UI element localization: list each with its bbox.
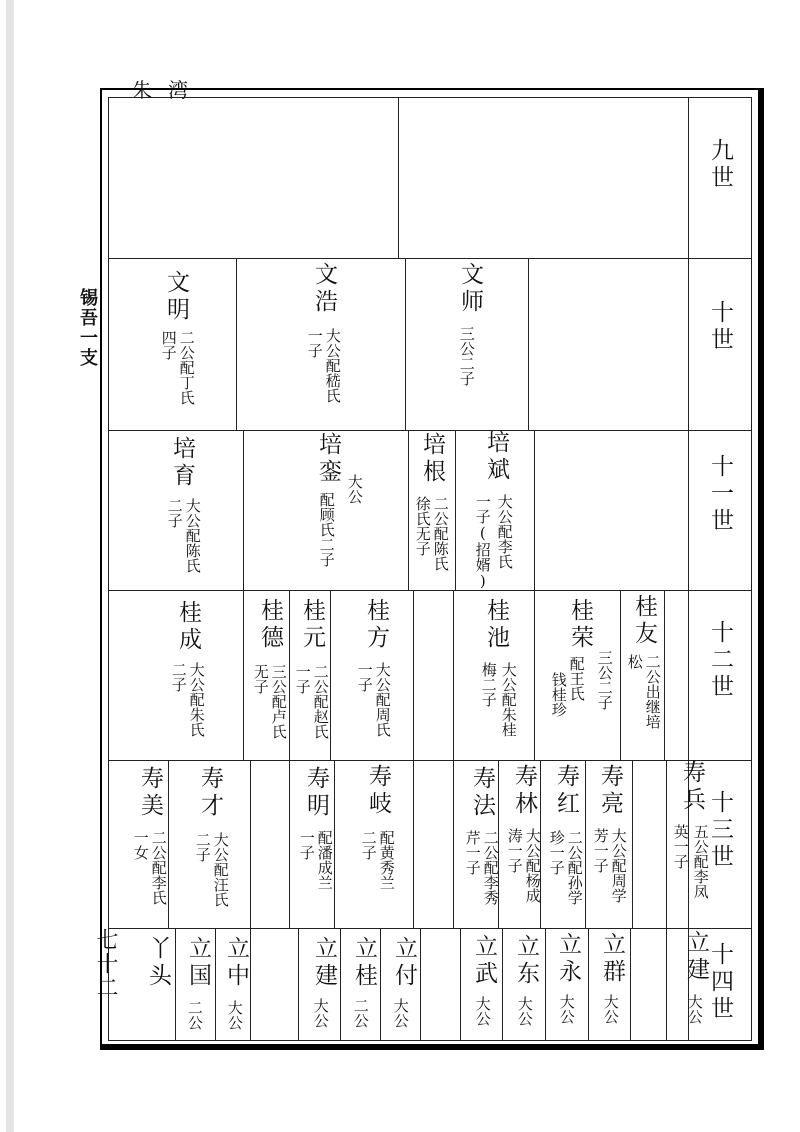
row-divider: [108, 760, 752, 761]
person-name: 寿兵: [679, 760, 705, 814]
person-note: 大公: [601, 994, 620, 1024]
cell-divider: [502, 928, 503, 1041]
person-name: 培斌: [483, 430, 509, 484]
person-note: 英一子: [671, 824, 690, 869]
person-annotation: 大公: [345, 474, 364, 504]
person-note: 大公配嵇氏: [323, 328, 342, 403]
person-name: 寿明: [303, 766, 329, 820]
person-name: 立建: [683, 930, 709, 984]
person-note: 大公配周学: [609, 828, 628, 903]
person-name: 桂池: [483, 598, 509, 652]
person-name: 寿红: [553, 764, 579, 818]
person-note: 一子(招婿): [473, 494, 492, 590]
person-name: 培銮: [315, 432, 341, 486]
cell-divider: [168, 760, 169, 928]
generation-label: 十二世: [707, 620, 733, 701]
cell-divider: [585, 760, 586, 928]
person-note: 一子: [297, 830, 316, 860]
person-note: 大公: [391, 998, 410, 1028]
person-name: 文明: [163, 270, 189, 324]
person-name: 培育: [169, 436, 195, 490]
cell-divider: [405, 258, 406, 430]
person-name: 立中: [223, 936, 249, 990]
person-note: 大公: [225, 1000, 244, 1030]
person-note: 三公配卢氏: [269, 664, 288, 739]
person-name: 寿美: [137, 766, 163, 820]
cell-divider: [398, 97, 399, 258]
person-name: 寿林: [511, 764, 537, 818]
person-note: 大公配朱桂: [499, 662, 518, 737]
cell-divider: [534, 430, 535, 590]
person-name: 立国: [185, 936, 211, 990]
header-title: 朱湾: [132, 78, 204, 102]
person-note: 二公配孙学: [565, 830, 584, 905]
person-note: 二子: [359, 830, 378, 860]
person-name: 寿亮: [597, 764, 623, 818]
cell-divider: [289, 590, 290, 760]
cell-divider: [334, 760, 335, 928]
person-name: 文师: [457, 262, 483, 316]
cell-divider: [455, 430, 456, 590]
person-note: 大公: [311, 998, 330, 1028]
person-note: 无子: [251, 664, 270, 694]
cell-divider: [236, 258, 237, 430]
person-name: 寿岐: [365, 764, 391, 818]
cell-divider: [666, 760, 667, 928]
person-note: 三公二子: [595, 650, 614, 710]
person-note: 芹一子: [463, 830, 482, 875]
person-note: 一子: [293, 664, 312, 694]
person-note: 一子: [305, 328, 324, 358]
cell-divider: [453, 590, 454, 760]
person-name: 桂方: [363, 598, 389, 652]
person-note: 配潘成兰: [315, 830, 334, 890]
person-note: 芳一子: [591, 828, 610, 873]
person-name: 桂友: [631, 594, 657, 648]
cell-divider: [620, 590, 621, 760]
person-note: 二公配丁氏: [177, 330, 196, 405]
person-name: 立东: [513, 934, 539, 988]
person-note: 大公: [685, 994, 704, 1024]
cell-divider: [632, 760, 633, 928]
generation-label: 九世: [707, 138, 733, 192]
cell-divider: [243, 430, 244, 590]
person-note: 五公配李凤: [691, 824, 710, 899]
person-note: 配王氏: [567, 656, 586, 701]
person-note: 二子: [165, 498, 184, 528]
person-note: 配黄秀兰: [377, 830, 396, 890]
person-name: 文浩: [311, 262, 337, 316]
person-name: 培根: [419, 432, 445, 486]
cell-divider: [545, 928, 546, 1041]
cell-divider: [298, 928, 299, 1041]
side-title: 锡吾一支: [77, 288, 98, 368]
person-name: 立建: [311, 936, 337, 990]
person-note: 大公配陈氏: [183, 498, 202, 573]
cell-divider: [250, 760, 251, 928]
person-name: 立付: [391, 936, 417, 990]
person-note: 二子: [169, 662, 188, 692]
person-note: 大公配汪氏: [211, 832, 230, 907]
cell-divider: [243, 590, 244, 760]
row-divider: [108, 590, 752, 591]
cell-divider: [664, 590, 665, 760]
person-note: 梅二子: [479, 662, 498, 707]
cell-divider: [175, 928, 176, 1041]
person-name: 桂荣: [567, 598, 593, 652]
label-column-divider: [688, 97, 689, 1041]
cell-divider: [630, 928, 631, 1041]
person-name: 寿法: [469, 766, 495, 820]
cell-divider: [453, 760, 454, 928]
person-note: 涛一子: [505, 828, 524, 873]
person-note: 松: [625, 654, 644, 669]
person-note: 二公: [185, 1000, 204, 1030]
cell-divider: [413, 760, 414, 928]
person-note: 大公: [557, 994, 576, 1024]
person-name: 立群: [599, 932, 625, 986]
person-name: 桂元: [299, 598, 325, 652]
row-divider: [108, 258, 752, 259]
person-name: 立永: [555, 932, 581, 986]
person-note: 二子: [193, 832, 212, 862]
cell-divider: [588, 928, 589, 1041]
generation-label: 十四世: [707, 942, 733, 1023]
person-note: 三公二子: [457, 326, 476, 386]
person-note: 配顾氏二子: [317, 492, 336, 567]
row-divider: [108, 928, 752, 929]
cell-divider: [413, 590, 414, 760]
person-note: 二公出继培: [643, 654, 662, 729]
cell-divider: [215, 928, 216, 1041]
person-note: 徐氏无子: [413, 496, 432, 556]
genealogy-table: [108, 97, 752, 1041]
page-number: 七十二: [93, 928, 118, 1000]
row-divider: [108, 430, 752, 431]
person-note: 二公配陈氏: [431, 496, 450, 571]
person-note: 二公配李秀: [481, 830, 500, 905]
person-note: 大公配周氏: [373, 662, 392, 737]
person-note: 二公配赵氏: [311, 664, 330, 739]
person-note: 二公配李氏: [149, 830, 168, 905]
person-note: 四子: [159, 330, 178, 360]
person-name: 丫头: [145, 936, 171, 990]
cell-divider: [666, 928, 667, 1041]
cell-divider: [528, 258, 529, 430]
cell-divider: [289, 760, 290, 928]
generation-label: 十三世: [707, 790, 733, 871]
generation-label: 十世: [707, 300, 733, 354]
person-name: 立桂: [351, 936, 377, 990]
person-note: 大公: [515, 996, 534, 1026]
person-note: 一女: [131, 830, 150, 860]
person-note: 大公配朱氏: [187, 662, 206, 737]
person-name: 桂德: [257, 598, 283, 652]
person-note: 一子: [355, 662, 374, 692]
person-name: 桂成: [175, 600, 201, 654]
scan-edge: [6, 0, 14, 1132]
person-note: 珍一子: [547, 830, 566, 875]
person-note: 钱桂珍: [549, 672, 568, 717]
person-name: 立武: [471, 934, 497, 988]
cell-divider: [534, 590, 535, 760]
cell-divider: [460, 928, 461, 1041]
person-note: 大公配杨成: [523, 828, 542, 903]
generation-label: 十一世: [707, 454, 733, 535]
person-note: 大公: [473, 996, 492, 1026]
person-name: 寿才: [197, 766, 223, 820]
cell-divider: [408, 430, 409, 590]
person-note: 二公: [351, 998, 370, 1028]
cell-divider: [330, 590, 331, 760]
person-note: 大公配李氏: [495, 494, 514, 569]
